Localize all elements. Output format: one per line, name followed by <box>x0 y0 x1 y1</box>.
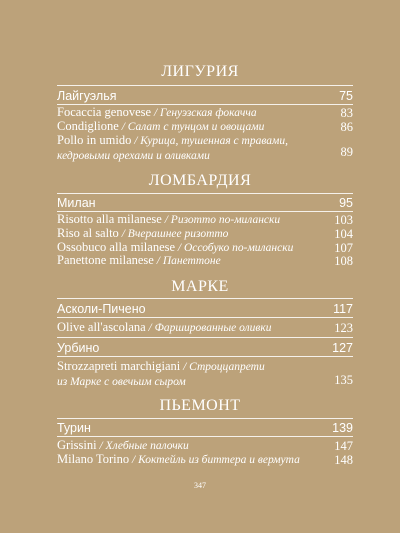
city-row-turin[interactable] <box>57 421 353 435</box>
recipe-row[interactable] <box>57 253 353 268</box>
page-number: 95 <box>339 196 353 210</box>
recipe-name: Strozzapreti marchigiani <box>57 359 181 373</box>
recipe-name: Grissini <box>57 438 97 452</box>
recipe-row[interactable] <box>57 438 353 453</box>
divider <box>57 356 353 357</box>
city-row-milan[interactable] <box>57 196 353 210</box>
city-name: Милан <box>57 196 96 210</box>
page-number: 147 <box>334 439 353 453</box>
recipe-name: Ossobuco alla milanese <box>57 240 176 254</box>
separator: / <box>118 121 128 133</box>
recipe-name: Riso al salto <box>57 226 119 240</box>
recipe-name: Pollo in umido <box>57 133 132 147</box>
separator: / <box>151 107 161 119</box>
recipe-translation: Салат с тунцом и овощами <box>127 121 265 133</box>
page-number: 108 <box>334 254 353 268</box>
recipe-translation-cont: из Марке с овечьим сыром <box>57 376 186 388</box>
recipe-name: Focaccia genovese <box>57 105 152 119</box>
page-number: 135 <box>334 373 353 387</box>
page-number-row <box>57 145 353 159</box>
recipe-translation: Хлебные палочки <box>105 440 189 452</box>
section-title-piedmont: ПЬЕМОНТ <box>159 397 241 414</box>
separator: / <box>96 440 106 452</box>
divider <box>57 418 353 419</box>
page-number: 83 <box>340 106 353 120</box>
recipe-translation: Вчерашнее ризотто <box>127 228 229 240</box>
page-number: 89 <box>340 145 353 159</box>
recipe-translation-cont: кедровыми орехами и оливками <box>57 150 210 162</box>
separator: / <box>145 322 155 334</box>
city-name: Асколи-Пичено <box>57 302 146 316</box>
city-name: Лайгуэлья <box>57 89 117 103</box>
recipe-translation: Фаршированные оливки <box>154 322 272 334</box>
recipe-name: Panettone milanese <box>57 253 154 267</box>
recipe-translation: Строццапрети <box>189 361 265 373</box>
recipe-row[interactable] <box>57 105 353 120</box>
separator: / <box>131 135 141 147</box>
section-title-marche: МАРКЕ <box>171 278 229 295</box>
page-number: 117 <box>333 302 353 316</box>
divider <box>57 337 353 338</box>
divider <box>57 85 353 86</box>
divider <box>57 193 353 194</box>
city-row-ascoli-piceno[interactable] <box>57 302 353 316</box>
separator: / <box>175 242 184 254</box>
divider <box>57 298 353 299</box>
recipe-row[interactable] <box>57 320 353 335</box>
recipe-translation: Коктейль из биттера и вермута <box>138 454 300 466</box>
page-number: 148 <box>334 453 353 467</box>
recipe-row[interactable] <box>57 226 353 241</box>
recipe-translation: Оссобуко по-милански <box>183 242 294 254</box>
page-number: 103 <box>334 213 353 227</box>
recipe-row[interactable] <box>57 119 353 134</box>
city-row-urbino[interactable] <box>57 341 353 355</box>
separator: / <box>118 228 128 240</box>
recipe-row[interactable] <box>57 212 353 227</box>
page-number: 139 <box>332 421 353 435</box>
recipe-name: Milano Torino <box>57 452 130 466</box>
divider <box>57 436 353 437</box>
page-number: 107 <box>334 241 353 255</box>
section-title-liguria: ЛИГУРИЯ <box>161 63 239 80</box>
page-number: 104 <box>334 227 353 241</box>
separator: / <box>129 454 139 466</box>
folio-page-number: 347 <box>194 481 206 490</box>
recipe-name: Risotto alla milanese <box>57 212 162 226</box>
separator: / <box>161 214 171 226</box>
divider <box>57 317 353 318</box>
recipe-name: Condiglione <box>57 119 119 133</box>
separator: / <box>180 361 190 373</box>
page-number: 86 <box>340 120 353 134</box>
recipe-translation: Ризотто по-милански <box>170 214 281 226</box>
recipe-translation: Курица, тушенная с травами, <box>140 135 288 147</box>
city-name: Турин <box>57 421 91 435</box>
city-row-laigueglia[interactable] <box>57 89 353 103</box>
separator: / <box>153 255 163 267</box>
recipe-translation: Генуэзская фокачча <box>160 107 257 119</box>
page-number: 75 <box>339 89 353 103</box>
recipe-row[interactable] <box>57 452 353 467</box>
page-number: 123 <box>334 321 353 335</box>
section-title-lombardy: ЛОМБАРДИЯ <box>148 172 252 189</box>
city-name: Урбино <box>57 341 100 355</box>
page-number: 127 <box>332 341 353 355</box>
page-number-row <box>57 373 353 387</box>
recipe-name: Olive all'ascolana <box>57 320 146 334</box>
recipe-translation: Панеттоне <box>162 255 221 267</box>
